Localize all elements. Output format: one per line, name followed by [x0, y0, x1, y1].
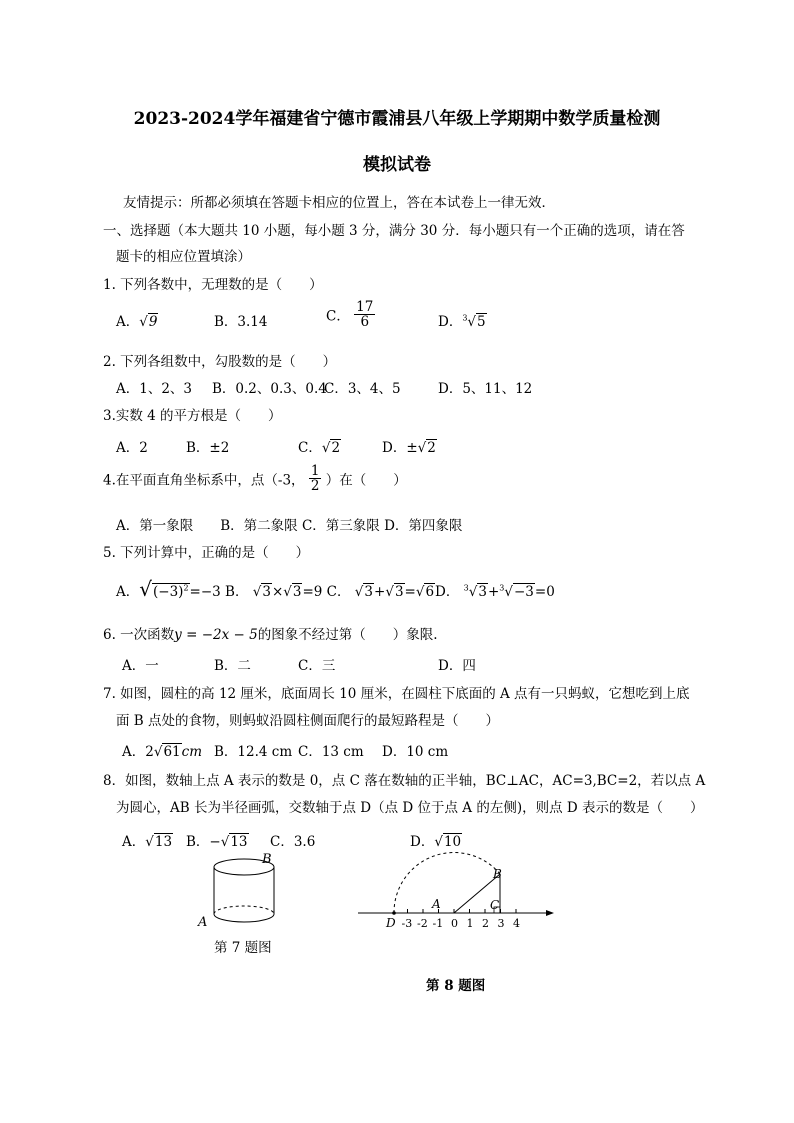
q1-option-c: C． $\frac{17}{6}$ — [326, 299, 374, 330]
fig8-label-c: C — [490, 898, 500, 912]
fig8-tick-label: 3 — [497, 917, 505, 930]
q3-option-d: D．±√2 — [382, 440, 436, 456]
exam-title-line2: 模拟试卷 — [363, 155, 431, 175]
q3-option-a: A．2 — [116, 440, 148, 456]
fig8-tick-label: -2 — [417, 917, 428, 930]
q8-option-a: A．√13 — [122, 834, 173, 850]
q7-line2: 面 B 点处的食物，则蚂蚁沿圆柱侧面爬行的最短路程是（ ） — [116, 713, 500, 729]
q7-option-d: D．10 cm — [382, 744, 449, 760]
q1-option-a: A．√9 — [116, 314, 158, 330]
fig8-label-a: A — [432, 897, 441, 911]
q2-option-a: A．1、2、3 — [116, 381, 193, 397]
q1-stem: 1. 下列各数中，无理数的是（ ） — [103, 277, 323, 293]
fig8-axis-arrow — [546, 910, 554, 916]
q6-option-a: A．一 — [122, 658, 159, 674]
q8-option-c: C．3.6 — [270, 834, 316, 850]
figure-8-number-line — [350, 822, 560, 932]
q2-option-c: C．3、4、5 — [324, 381, 401, 397]
fig8-tick-label: 1 — [466, 917, 474, 930]
q7-line1: 7. 如图，圆柱的高 12 厘米，底面周长 10 厘米，在圆柱下底面的 A 点有一只蚂蚁，它想吃到上底 — [103, 686, 690, 702]
exam-title-line1: 2023-2024学年福建省宁德市霞浦县八年级上学期期中数学质量检测 — [133, 109, 661, 129]
q3-option-c: C．√2 — [298, 440, 341, 456]
fig8-tick-label: 0 — [451, 917, 458, 930]
q2-stem: 2. 下列各组数中，勾股数的是（ ） — [103, 354, 337, 370]
fig7-label-b: B — [262, 852, 272, 867]
section1-line1: 一、选择题（本大题共 10 小题，每小题 3 分，满分 30 分．每小题只有一个正确的选项，请在答 — [103, 223, 685, 239]
q1-option-b: B．3.14 — [214, 314, 268, 330]
fig8-tick-label: -1 — [432, 917, 444, 930]
q3-option-b: B．±2 — [186, 440, 230, 456]
q4-stem: 4.在平面直角坐标系中，点（-3， $\frac{1}{2}$ ）在（ ） — [103, 463, 407, 494]
q7-option-a: A．2√61cm — [122, 744, 203, 760]
fig8-tick-label: 2 — [482, 917, 489, 930]
section1-line2: 题卡的相应位置填涂） — [116, 249, 251, 265]
q6-stem: 6. 一次函数y = −2x − 5的图象不经过第（ ）象限. — [103, 627, 438, 643]
q7-option-c: C．13 cm — [298, 744, 364, 760]
figure-7-caption: 第 7 题图 — [214, 940, 272, 956]
fig8-tick-label: 4 — [513, 917, 520, 930]
q8-line2: 为圆心，AB 长为半径画弧，交数轴于点 D（点 D 位于点 A 的左侧)，则点 D 表示的数是（ ） — [116, 800, 704, 816]
q8-option-b: B．−√13 — [186, 834, 248, 850]
q2-option-d: D．5、11、12 — [438, 381, 533, 397]
fig8-point-d — [392, 911, 396, 915]
tip-text: 友情提示：所都必须填在答题卡相应的位置上，答在本试卷上一律无效． — [123, 195, 555, 211]
q3-stem: 3.实数 4 的平方根是（ ） — [103, 408, 282, 424]
figure-8-caption: 第 8 题图 — [426, 978, 486, 994]
fig8-label-d: D — [386, 916, 396, 930]
q8-option-d: D．√10 — [410, 834, 462, 850]
q5-options: A．$√(-3)^2=-3$ B． √3×√3=9 C． √3+√3=√6D． $^3$√3+$^3$√−3=0 — [116, 577, 555, 601]
q2-option-b: B．0.2、0.3、0.4 — [212, 381, 327, 397]
fig8-label-b: B — [493, 867, 502, 881]
q6-option-b: B．二 — [214, 658, 251, 674]
q4-options: A．第一象限 B．第二象限 C．第三象限 D．第四象限 — [116, 518, 463, 534]
q7-option-b: B．12.4 cm — [214, 744, 293, 760]
fig8-arc — [394, 853, 500, 913]
fig8-tick-label: -3 — [401, 917, 413, 930]
q5-stem: 5. 下列计算中，正确的是（ ） — [103, 545, 310, 561]
q6-option-c: C．三 — [298, 658, 336, 674]
fig7-label-a: A — [198, 915, 208, 930]
q8-line1: 8．如图，数轴上点 A 表示的数是 0，点 C 落在数轴的正半轴，BC⊥AC，AC=3,BC=2，若以点 A — [103, 773, 706, 789]
q1-option-d: D．$^3$√5 — [438, 313, 486, 330]
q6-option-d: D．四 — [438, 658, 476, 674]
